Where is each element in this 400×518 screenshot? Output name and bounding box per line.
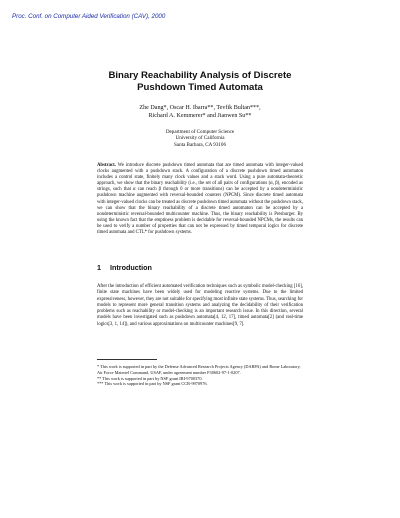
title-line-2: Pushdown Timed Automata <box>137 82 263 93</box>
footnote-rule <box>97 359 157 360</box>
affiliation-department: Department of Computer Science <box>165 129 235 135</box>
section-title: Introduction <box>110 263 152 272</box>
authors-line-2: Richard A. Kemmerer* and Jianwen Su** <box>148 113 252 119</box>
title-line-1: Binary Reachability Analysis of Discrete <box>108 70 292 81</box>
footnote-1: * This work is supported in part by the Defense Advanced Research Projects Agency (DARPA) and Rome Laboratory, Air Force Materiel Command, USAF, under agreement number F30602-97-1-0207. <box>97 364 301 375</box>
paper-title <box>60 70 340 94</box>
affiliation-address: Santa Barbara, CA 93106 <box>173 141 227 148</box>
authors-line-1: Zhe Dang*, Oscar H. Ibarra**, Tevfik Bultan***, <box>139 105 261 111</box>
introduction-paragraph: After the introduction of efficient automated verification techniques such as symbolic model-checking [16], finite state machines have been widely used for modeling reactive systems. Due to the limited expressiveness, however, they are not suitable for specifying most infinite state systems. Thus, searching for models to represent more general transition systems and analyzing the decidability of their verification problems such as reachability or model-checking is an important research issue. In this direction, several models have been investigated such as pushdown automata[4, 12, 17], timed automata[2] (and real-time logics[3, 1, 14]), and various approximations on multicounter machines[9, 7]. <box>97 284 303 327</box>
author-list <box>70 104 330 120</box>
affiliation-university: University of California <box>175 135 225 142</box>
running-header: Proc. Conf. on Computer Aided Verification (CAV), 2000 <box>12 13 166 20</box>
abstract-label: Abstract. <box>97 163 116 168</box>
affiliation <box>100 129 300 148</box>
footnote-2: ** This work is supported in part by NSF grant IRI-9700370. <box>97 375 203 381</box>
section-heading <box>97 263 152 272</box>
abstract-text: We introduce discrete pushdown timed automata that are timed automata with integer-valued clocks augmented with a pushdown stack. A configuration of a discrete pushdown timed automaton includes a control state, finitely many clock values and a stack word. Using a pure automata-theoretic approach, we show that the binary reachability (i.e., the set of all pairs of configurations (α, β), encoded as strings, such that α can reach β through 0 or more transitions) can be accepted by a nondeterministic pushdown machine augmented with reversal-bounded counters (NPCM). Since discrete timed automata with integer-valued clocks can be treated as discrete pushdown timed automata without the pushdown stack, we can show that the binary reachability of a discrete timed automaton can be accepted by a nondeterministic reversal-bounded multicounter machine. Thus, the binary reachability is Presburger. By using the known fact that the emptiness problem is decidable for reversal-bounded NPCMs, the results can be used to verify a number of properties that can not be expressed by timed temporal logics for discrete timed automata and CTL* for pushdown systems. <box>97 163 303 236</box>
footnotes <box>97 364 303 387</box>
footnote-3: *** This work is supported in part by NSF grant CCR-9970976. <box>97 381 208 387</box>
section-number: 1 <box>97 263 101 272</box>
abstract <box>97 163 303 236</box>
